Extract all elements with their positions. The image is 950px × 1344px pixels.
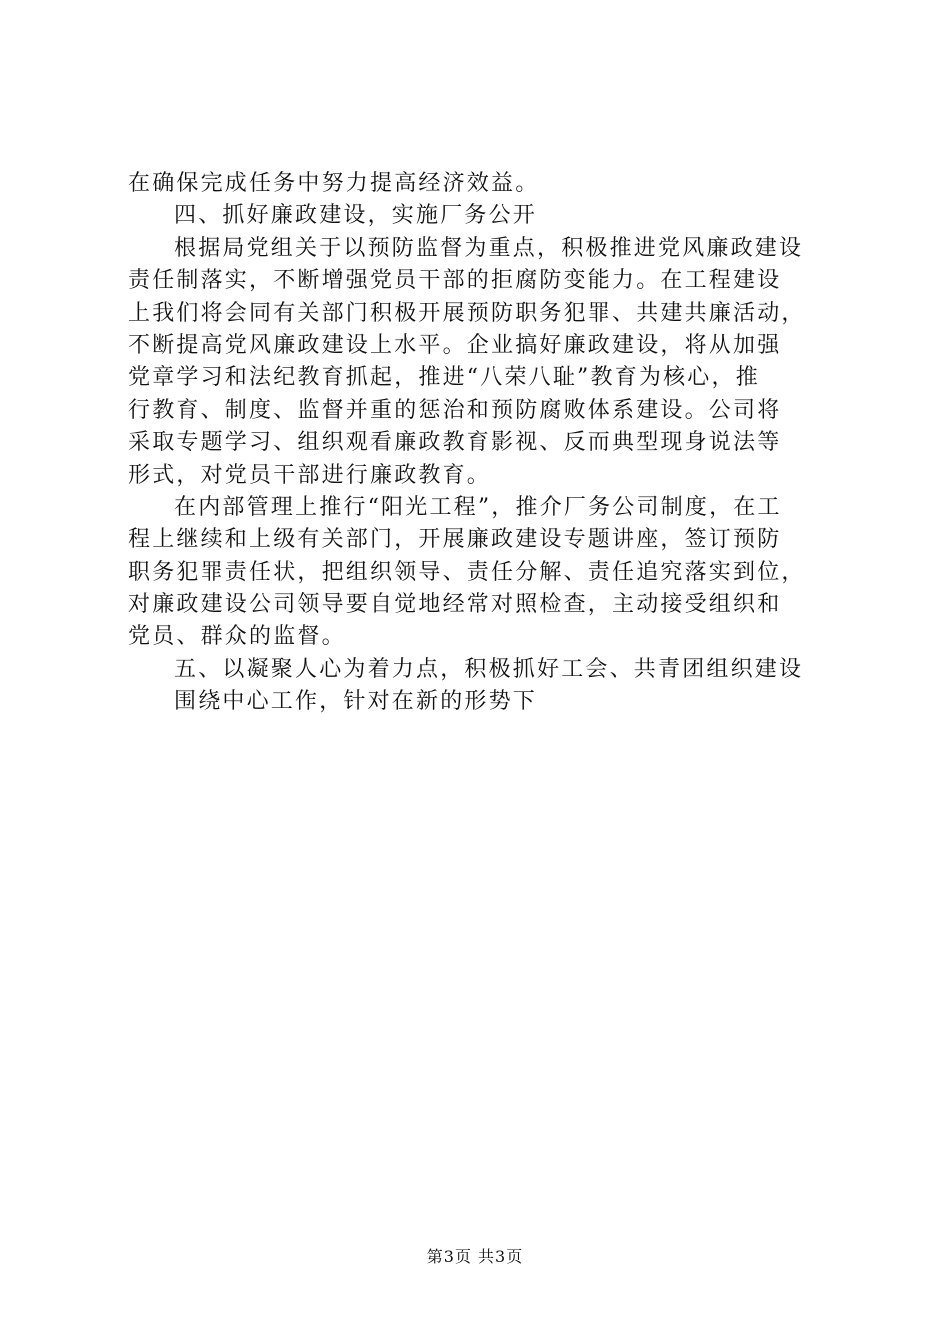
text-line: 党员、群众的监督。: [128, 624, 346, 650]
section-heading-4: 四、抓好廉政建设，实施厂务公开: [174, 203, 538, 229]
text-line: 不断提高党风廉政建设上水平。企业搞好廉政建设，将从加强: [128, 332, 782, 358]
text-line: 责任制落实，不断增强党员干部的拒腐防变能力。在工程建设: [128, 268, 782, 294]
text-line: 党章学习和法纪教育抓起，推进“八荣八耻”教育为核心，推: [128, 365, 760, 391]
document-body: [128, 168, 848, 719]
text-line: 围绕中心工作，针对在新的形势下: [174, 689, 538, 715]
text-line: 根据局党组关于以预防监督为重点，积极推进党风廉政建设: [174, 235, 804, 261]
text-line: 在确保完成任务中努力提高经济效益。: [128, 171, 540, 196]
section-heading-5: 五、以凝聚人心为着力点，积极抓好工会、共青团组织建设: [174, 656, 804, 682]
text-line: 程上继续和上级有关部门，开展廉政建设专题讲座，签订预防: [128, 527, 782, 553]
text-line: 上我们将会同有关部门积极开展预防职务犯罪、共建共廉活动，: [128, 300, 806, 326]
text-line: 职务犯罪责任状，把组织领导、责任分解、责任追究落实到位，: [128, 559, 806, 585]
text-line: 采取专题学习、组织观看廉政教育影视、反而典型现身说法等: [128, 430, 782, 456]
text-line: 行教育、制度、监督并重的惩治和预防腐败体系建设。公司将: [128, 397, 782, 423]
text-line: 对廉政建设公司领导要自觉地经常对照检查，主动接受组织和: [128, 592, 782, 618]
text-line: 在内部管理上推行“阳光工程”，推介厂务公司制度，在工: [174, 494, 782, 520]
text-line: 形式，对党员干部进行廉政教育。: [128, 462, 492, 488]
page-number-footer: 第3页 共3页: [426, 1247, 524, 1266]
